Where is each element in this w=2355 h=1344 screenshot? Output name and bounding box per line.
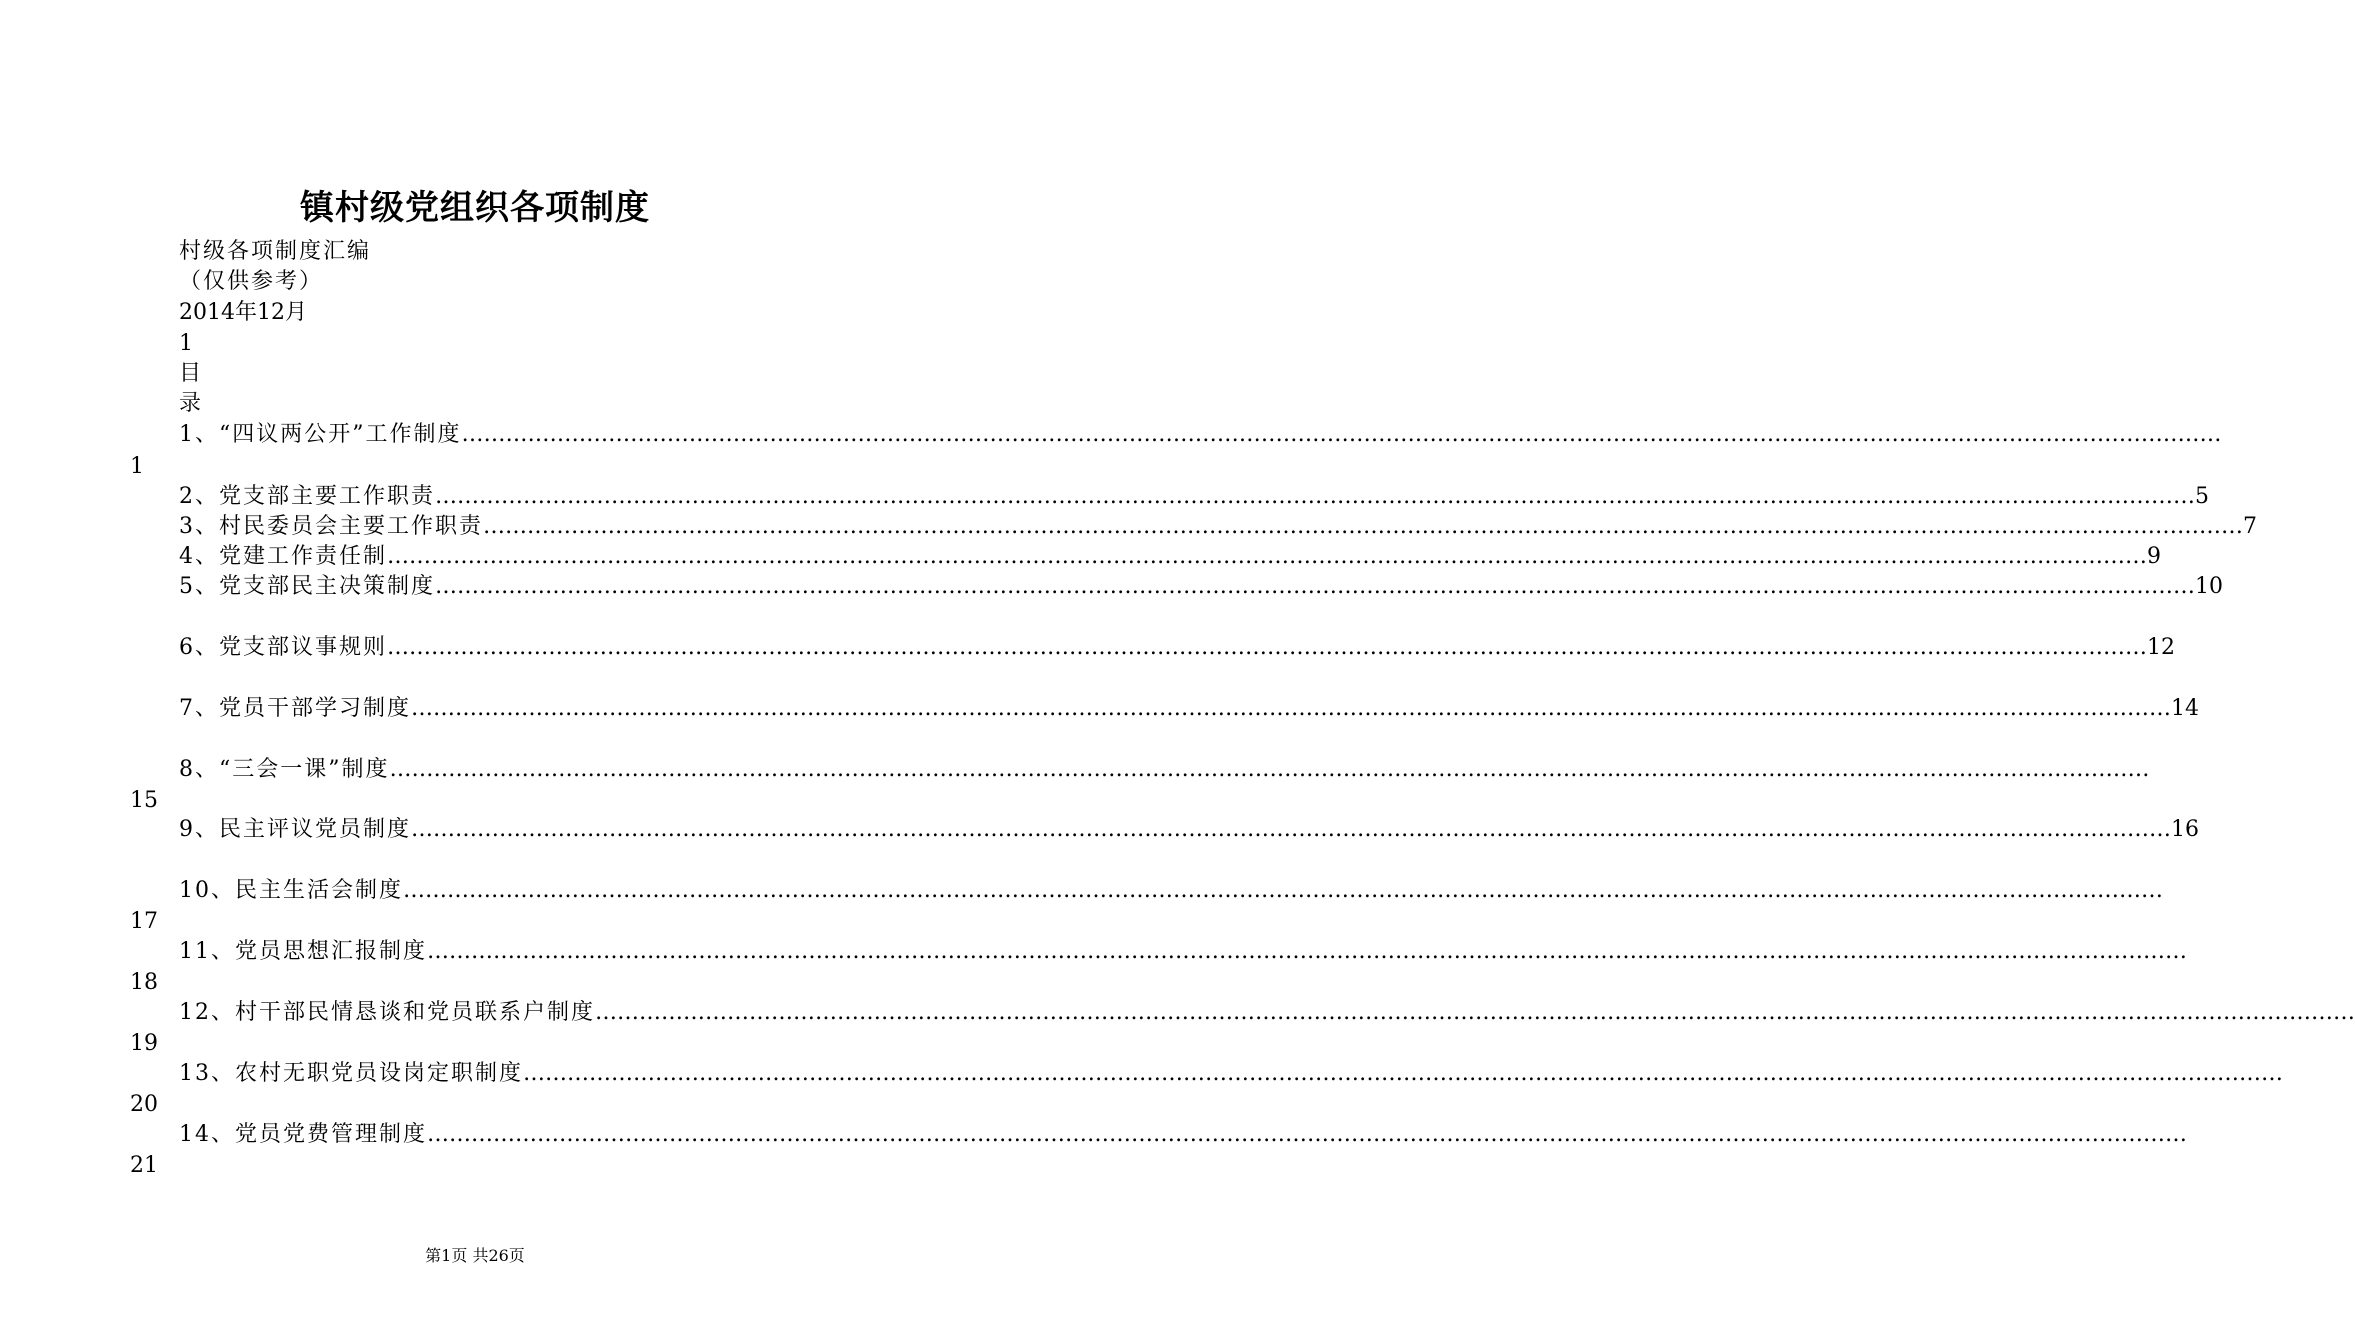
document-date: 2014年12月 bbox=[179, 300, 307, 325]
toc-item-page: 16 bbox=[2171, 817, 2199, 842]
toc-leader-dots: …………………………………………………………………………………………………………………………………………………………………………………………………………………… bbox=[403, 878, 2163, 903]
toc-leader-dots: …………………………………………………………………………………………………………………………………………………………………………………………………………………… bbox=[523, 1061, 2283, 1086]
toc-item-label: 7、党员干部学习制度 bbox=[179, 696, 411, 721]
toc-item bbox=[179, 1120, 2187, 1150]
toc-item-label: 9、民主评议党员制度 bbox=[179, 817, 411, 842]
page-marker: 1 bbox=[179, 331, 195, 356]
toc-leader-dots: …………………………………………………………………………………………………………………………………………………………………………………………………………………… bbox=[411, 817, 2171, 842]
toc-item bbox=[179, 420, 2222, 450]
toc-item-page: 14 bbox=[2171, 696, 2199, 721]
toc-item-page: 7 bbox=[2243, 514, 2257, 539]
toc-item-page: 17 bbox=[130, 909, 158, 934]
toc-item-label: 14、党员党费管理制度 bbox=[179, 1122, 427, 1147]
toc-leader-dots: …………………………………………………………………………………………………………………………………………………………………………………………………………………… bbox=[427, 1122, 2187, 1147]
toc-item-label: 10、民主生活会制度 bbox=[179, 878, 403, 903]
toc-item bbox=[179, 572, 2223, 602]
toc-item-page: 15 bbox=[130, 788, 158, 813]
toc-item bbox=[179, 998, 2355, 1028]
document-title: 镇村级党组织各项制度 bbox=[300, 188, 650, 228]
toc-item bbox=[179, 876, 2163, 906]
toc-item-page: 10 bbox=[2195, 574, 2223, 599]
toc-item-label: 1、“四议两公开”工作制度 bbox=[179, 422, 462, 447]
page-footer: 第1页 共26页 bbox=[425, 1246, 525, 1265]
toc-item bbox=[179, 937, 2187, 967]
reference-note: （仅供参考） bbox=[179, 269, 324, 294]
toc-item-label: 12、村干部民情恳谈和党员联系户制度 bbox=[179, 1000, 595, 1025]
toc-item-label: 2、党支部主要工作职责 bbox=[179, 484, 435, 509]
toc-item-label: 8、“三会一课”制度 bbox=[179, 757, 390, 782]
toc-leader-dots: …………………………………………………………………………………………………………………………………………………………………………………………………………………… bbox=[435, 484, 2195, 509]
toc-leader-dots: …………………………………………………………………………………………………………………………………………………………………………………………………………………… bbox=[389, 757, 2150, 782]
toc-item bbox=[179, 542, 2161, 572]
toc-leader-dots: …………………………………………………………………………………………………………………………………………………………………………………………………………………… bbox=[483, 514, 2243, 539]
toc-item-label: 3、村民委员会主要工作职责 bbox=[179, 514, 483, 539]
toc-item-label: 5、党支部民主决策制度 bbox=[179, 574, 435, 599]
toc-item-page: 12 bbox=[2147, 635, 2175, 660]
toc-leader-dots: …………………………………………………………………………………………………………………………………………………………………………………………………………………… bbox=[595, 1000, 2355, 1025]
toc-item-page: 5 bbox=[2195, 484, 2209, 509]
toc-leader-dots: …………………………………………………………………………………………………………………………………………………………………………………………………………………… bbox=[387, 544, 2147, 569]
toc-item bbox=[179, 815, 2199, 845]
toc-item bbox=[179, 1059, 2283, 1089]
toc-item-page: 19 bbox=[130, 1031, 158, 1056]
toc-item-label: 11、党员思想汇报制度 bbox=[179, 939, 427, 964]
toc-item-page: 18 bbox=[130, 970, 158, 995]
toc-leader-dots: …………………………………………………………………………………………………………………………………………………………………………………………………………………… bbox=[461, 422, 2222, 447]
toc-leader-dots: …………………………………………………………………………………………………………………………………………………………………………………………………………………… bbox=[435, 574, 2195, 599]
toc-item bbox=[179, 694, 2199, 724]
toc-item bbox=[179, 512, 2257, 542]
toc-leader-dots: …………………………………………………………………………………………………………………………………………………………………………………………………………………… bbox=[427, 939, 2187, 964]
subtitle: 村级各项制度汇编 bbox=[179, 239, 372, 264]
toc-item bbox=[179, 633, 2175, 663]
toc-leader-dots: …………………………………………………………………………………………………………………………………………………………………………………………………………………… bbox=[387, 635, 2147, 660]
toc-item-label: 4、党建工作责任制 bbox=[179, 544, 387, 569]
toc-item-label: 13、农村无职党员设岗定职制度 bbox=[179, 1061, 523, 1086]
toc-item-page: 9 bbox=[2147, 544, 2161, 569]
toc-heading-mu: 目 bbox=[179, 361, 204, 386]
toc-item-page: 1 bbox=[130, 454, 144, 479]
toc-item bbox=[179, 482, 2209, 512]
toc-item-label: 6、党支部议事规则 bbox=[179, 635, 387, 660]
toc-item-page: 21 bbox=[130, 1153, 158, 1178]
toc-leader-dots: …………………………………………………………………………………………………………………………………………………………………………………………………………………… bbox=[411, 696, 2171, 721]
toc-item bbox=[179, 755, 2150, 785]
toc-item-page: 20 bbox=[130, 1092, 158, 1117]
toc-heading-lu: 录 bbox=[179, 391, 204, 416]
